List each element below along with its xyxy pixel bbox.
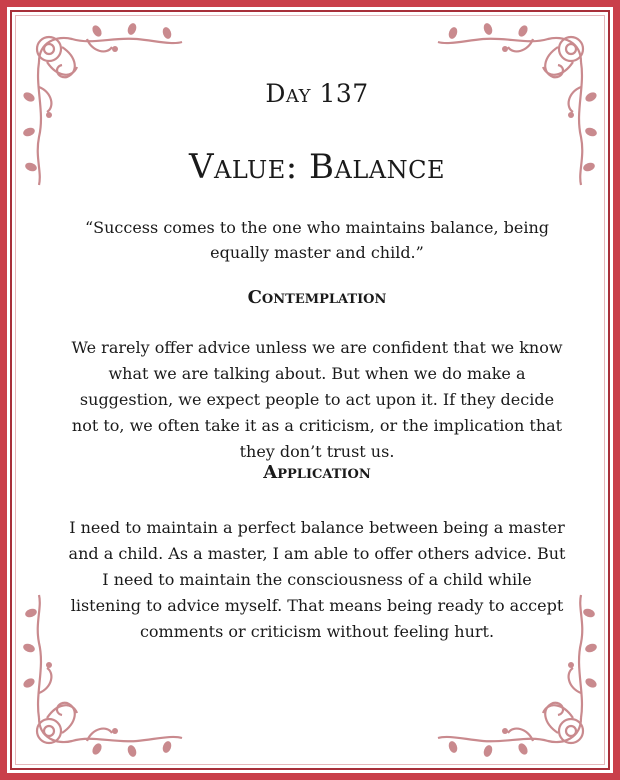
corner-ornament-top-left [17,17,187,187]
application-text: I need to maintain a perfect balance between being a master and a child. As a master, I am able to offer others advice. But I need to maintain the consciousness of a child while listening to advice myself. That means being ready to accept comments or criticism without feeling hurt. [68,518,566,641]
contemplation-heading: Contemplation [247,287,387,308]
day-heading: Day 137 [265,79,369,108]
contemplation-text: We rarely offer advice unless we are confident that we know what we are talking about. But when we do make a suggestion, we expect people to act upon it. If they decide not to, we often take it as a criticism, or the implication that they don’t trust us. [71,338,563,461]
corner-ornament-bottom-right [433,593,603,763]
value-title: Value: Balance [189,147,445,187]
corner-ornament-top-right [433,17,603,187]
application-heading: Application [263,462,371,483]
quote: “Success comes to the one who maintains balance, being equally master and child.” [84,218,550,262]
corner-ornament-bottom-left [17,593,187,763]
